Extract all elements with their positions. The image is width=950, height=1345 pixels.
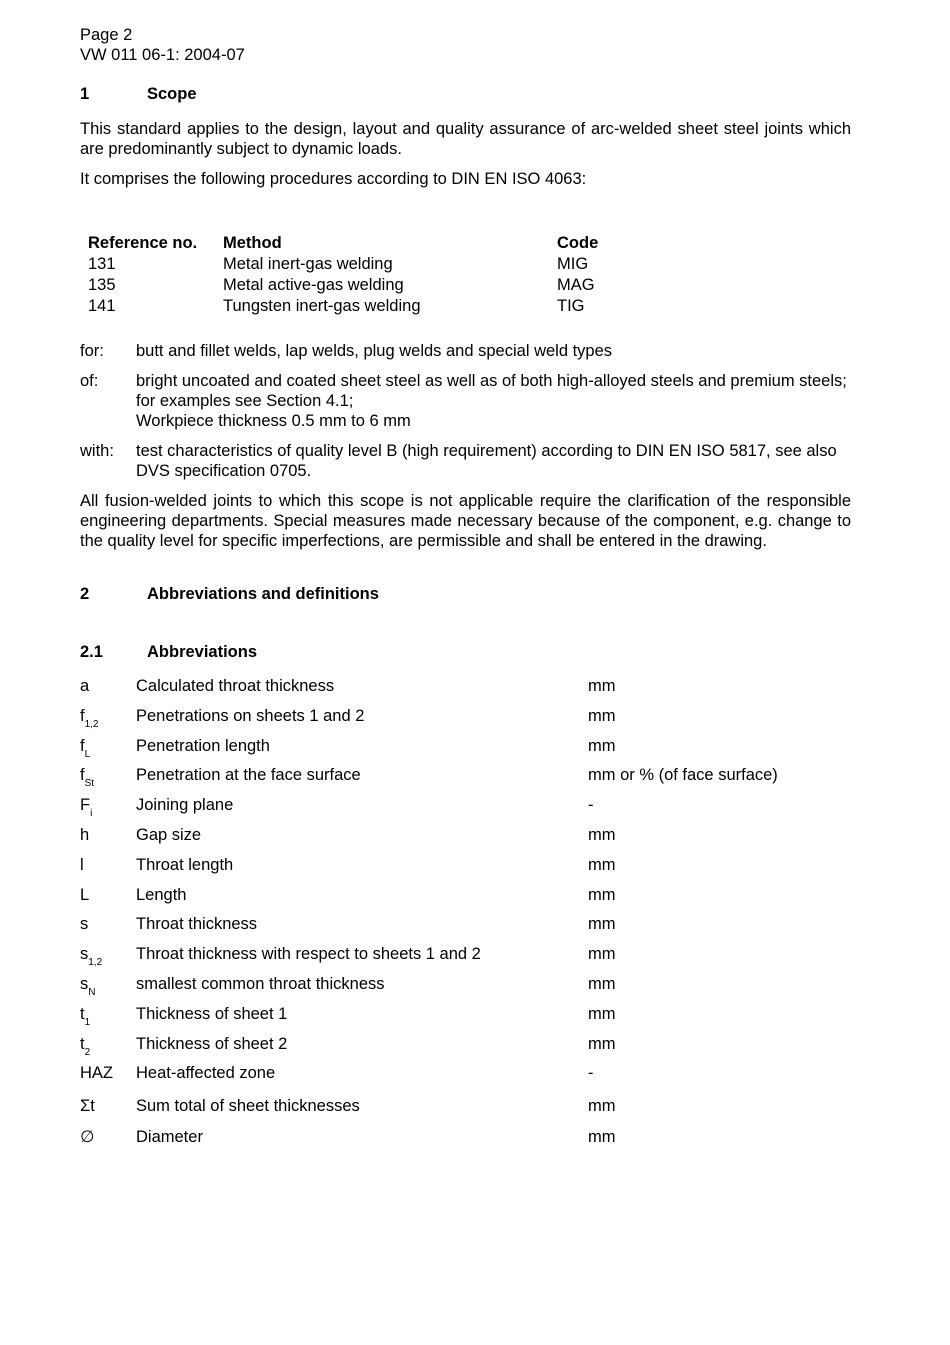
abbr-unit: mm: [588, 885, 616, 904]
abbr-definition: Sum total of sheet thicknesses: [136, 1097, 360, 1116]
procedures-table: [88, 233, 598, 317]
abbr-definition: Diameter: [136, 1127, 203, 1146]
abbr-unit: mm: [588, 706, 616, 725]
abbr-definition: Gap size: [136, 825, 202, 844]
abbr-definition: Penetration length: [136, 736, 270, 755]
abbr-unit: mm: [588, 915, 616, 934]
page-number: Page 2: [80, 26, 133, 44]
list-item: [80, 974, 851, 1004]
abbr-unit: mm: [588, 1034, 616, 1053]
abbr-symbol: $f_{St}$: [80, 766, 95, 790]
scope-paragraph-2: It comprises the following procedures according to DIN EN ISO 4063:: [80, 170, 587, 188]
abbr-unit: mm: [588, 1097, 616, 1116]
abbr-symbol: L: [80, 885, 90, 904]
clause-text-block: [136, 371, 851, 431]
list-item: [80, 1004, 851, 1034]
table-cell: MIG: [557, 255, 589, 273]
abbr-symbol: $s_{1,2}$: [80, 945, 103, 969]
clause-label: for:: [80, 342, 104, 360]
section-2-heading: [80, 585, 851, 604]
abbr-symbol: $t_2$: [80, 1034, 91, 1058]
list-item: [80, 885, 851, 915]
list-item: [80, 765, 851, 795]
abbr-unit: mm: [588, 855, 616, 874]
abbr-symbol: $F_i$: [80, 796, 93, 820]
list-item: [80, 1034, 851, 1064]
abbr-definition: Joining plane: [136, 796, 234, 815]
of-clause: [80, 371, 851, 431]
abbr-definition: Penetration at the face surface: [136, 766, 361, 785]
abbr-symbol: $t_1$: [80, 1004, 91, 1028]
abbr-symbol: l: [80, 855, 84, 874]
column-header: Reference no.: [88, 234, 198, 252]
scope-paragraph-3: All fusion-welded joints to which this scope is not applicable require the clarification of the responsible engineering departments. Special measures made necessary because of the component, e.g. change to the quality level for specific imperfections, are permissible and shall be entered in the drawing.: [80, 492, 851, 550]
abbr-symbol: h: [80, 825, 90, 844]
column-header: Code: [557, 234, 599, 252]
table-cell: Metal active-gas welding: [223, 276, 404, 294]
clause-label: of:: [80, 372, 99, 390]
abbr-definition: smallest common throat thickness: [136, 974, 385, 993]
list-item: [80, 795, 851, 825]
abbr-definition: Penetrations on sheets 1 and 2: [136, 706, 365, 725]
table-cell: TIG: [557, 297, 585, 315]
clause-label: with:: [80, 442, 114, 460]
list-item: [80, 1063, 851, 1093]
table-cell: 131: [88, 255, 116, 273]
abbr-unit: mm: [588, 736, 616, 755]
column-header: Method: [223, 234, 282, 252]
abbr-unit: mm: [588, 825, 616, 844]
standard-id: VW 011 06-1: 2004-07: [80, 46, 245, 64]
clause-text: butt and fillet welds, lap welds, plug welds and special weld types: [136, 342, 613, 360]
abbr-symbol: a: [80, 677, 90, 695]
abbr-unit: mm: [588, 945, 616, 964]
list-item: [80, 855, 851, 885]
abbr-symbol: HAZ: [80, 1064, 113, 1083]
abbr-symbol: ∅: [80, 1127, 95, 1146]
abbr-symbol: s: [80, 915, 89, 934]
abbr-unit: mm: [588, 1004, 616, 1023]
table-row: [88, 254, 598, 275]
section-title: Abbreviations and definitions: [147, 585, 379, 603]
list-item: [80, 706, 851, 736]
table-row: [88, 296, 598, 317]
abbr-definition: Throat length: [136, 855, 234, 874]
table-cell: 135: [88, 276, 116, 294]
for-clause: [80, 341, 851, 361]
clause-text: bright uncoated and coated sheet steel as well as of both high-alloyed steels and premium steels; for examples see Section 4.1;: [136, 372, 847, 410]
document-page: [80, 25, 851, 1157]
section-number: 2.1: [80, 643, 103, 661]
table-cell: Metal inert-gas welding: [223, 255, 393, 273]
table-cell: Tungsten inert-gas welding: [223, 297, 421, 315]
list-item: [80, 944, 851, 974]
abbr-symbol: $f_L$: [80, 736, 91, 760]
abbr-symbol: Σt: [80, 1097, 95, 1116]
abbr-unit: mm or % (of face surface): [588, 766, 778, 785]
with-clause: [80, 441, 851, 481]
table-row: [88, 275, 598, 296]
abbr-definition: Throat thickness: [136, 915, 258, 934]
clause-text: Workpiece thickness 0.5 mm to 6 mm: [136, 412, 411, 430]
abbr-unit: mm: [588, 974, 616, 993]
section-number: 1: [80, 85, 90, 103]
section-number: 2: [80, 585, 90, 603]
abbr-definition: Throat thickness with respect to sheets 1 and 2: [136, 945, 481, 964]
abbr-unit: mm: [588, 1127, 616, 1146]
abbr-symbol: $f_{1,2}$: [80, 706, 99, 730]
section-title: Abbreviations: [147, 643, 258, 661]
list-item: [80, 1096, 851, 1126]
abbr-definition: Calculated throat thickness: [136, 677, 335, 695]
list-item: [80, 736, 851, 766]
abbr-unit: -: [588, 1064, 594, 1083]
list-item: [80, 914, 851, 944]
scope-paragraph-1: This standard applies to the design, layout and quality assurance of arc-welded sheet steel joints which are predominantly subject to dynamic loads.: [80, 120, 851, 158]
abbr-unit: -: [588, 796, 594, 815]
table-cell: 141: [88, 297, 116, 315]
list-item: [80, 825, 851, 855]
section-title: Scope: [147, 85, 197, 103]
abbr-definition: Heat-affected zone: [136, 1064, 276, 1083]
clause-text: test characteristics of quality level B (high requirement) according to DIN EN ISO 5817, see also DVS specification 0705.: [136, 442, 837, 480]
table-header-row: [88, 233, 598, 254]
abbr-symbol: $s_N$: [80, 974, 96, 998]
abbr-definition: Thickness of sheet 2: [136, 1034, 288, 1053]
abbr-unit: mm: [588, 677, 616, 695]
list-item: [80, 1127, 851, 1157]
abbreviations-list: [80, 676, 851, 1157]
page-header: [80, 25, 851, 65]
table-cell: MAG: [557, 276, 595, 294]
list-item: [80, 676, 851, 706]
section-1-heading: [80, 85, 851, 104]
section-2-1-heading: [80, 643, 851, 662]
abbr-definition: Length: [136, 885, 187, 904]
abbr-definition: Thickness of sheet 1: [136, 1004, 288, 1023]
